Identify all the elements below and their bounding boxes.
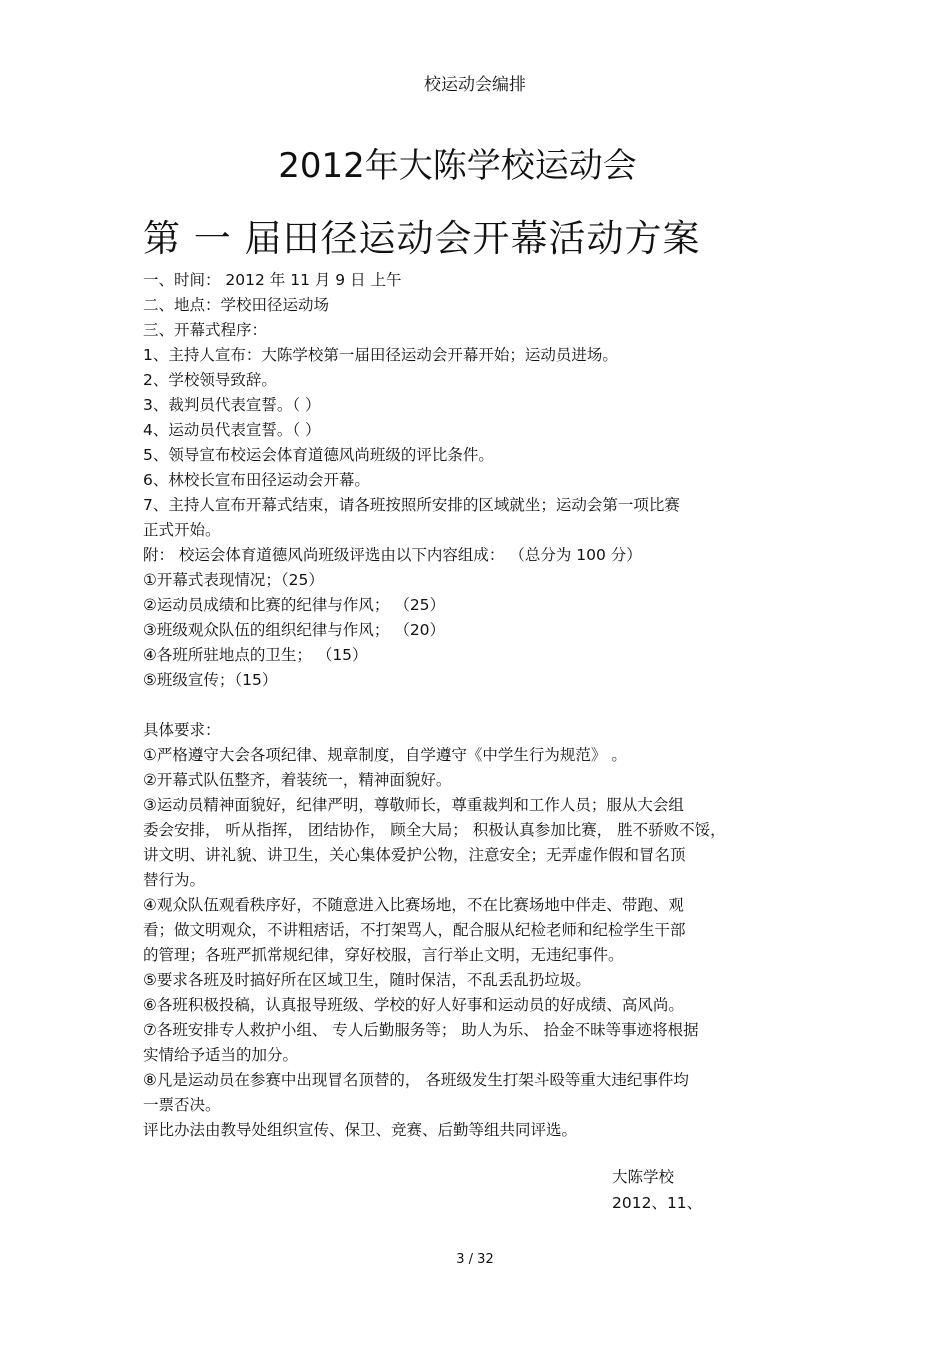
text-line: 一票否决。	[143, 1096, 221, 1114]
text-line: ③班级观众队伍的组织纪律与作风； （20）	[143, 621, 446, 639]
text-line: ①开幕式表现情况；（25）	[143, 571, 324, 589]
text-line: ②运动员成绩和比赛的纪律与作风； （25）	[143, 596, 446, 614]
document-title: 2012年大陈学校运动会	[278, 146, 637, 186]
text-line: 委会安排， 听从指挥， 团结协作， 顾全大局； 积极认真参加比赛， 胜不骄败不馁，	[143, 821, 726, 839]
text-line: ⑧凡是运动员在参赛中出现冒名顶替的， 各班级发生打架斗殴等重大违纪事件均	[143, 1071, 689, 1089]
text-line: 看；做文明观众，不讲粗痞话，不打架骂人，配合服从纪检老师和纪检学生干部	[143, 921, 686, 939]
text-line: 5、领导宣布校运会体育道德风尚班级的评比条件。	[143, 446, 494, 464]
text-line: 4、运动员代表宣誓。（ ）	[143, 421, 321, 439]
text-line: 1、主持人宣布：大陈学校第一届田径运动会开幕开始；运动员进场。	[143, 346, 618, 364]
text-line: 具体要求：	[143, 721, 221, 739]
text-line: ②开幕式队伍整齐，着装统一，精神面貌好。	[143, 771, 452, 789]
text-line: ⑤班级宣传；（15）	[143, 671, 278, 689]
document-subtitle: 第 一 届田径运动会开幕活动方案	[143, 217, 701, 260]
signature-block	[612, 1164, 702, 1216]
text-line: 3、裁判员代表宣誓。（ ）	[143, 396, 321, 414]
text-line: 附： 校运会体育道德风尚班级评选由以下内容组成： （总分为 100 分）	[143, 546, 642, 564]
text-line: 的管理；各班严抓常规纪律，穿好校服，言行举止文明，无违纪事件。	[143, 946, 624, 964]
text-line: ④观众队伍观看秩序好，不随意进入比赛场地，不在比赛场地中伴走、带跑、观	[143, 896, 684, 914]
text-line: ①严格遵守大会各项纪律、规章制度，自学遵守《中学生行为规范》 。	[143, 746, 627, 764]
text-line: ⑦各班安排专人救护小组、 专人后勤服务等； 助人为乐、 拾金不昧等事迹将根据	[143, 1021, 699, 1039]
text-line: 评比办法由教导处组织宣传、保卫、竞赛、后勤等组共同评选。	[143, 1121, 578, 1139]
text-line: 二、地点：学校田径运动场	[143, 296, 330, 314]
text-line: ⑥各班积极投稿，认真报导班级、学校的好人好事和运动员的好成绩、高风尚。	[143, 996, 684, 1014]
text-line: 讲文明、讲礼貌、讲卫生，关心集体爱护公物，注意安全；无弄虚作假和冒名顶	[143, 846, 686, 864]
text-line: 6、林校长宣布田径运动会开幕。	[143, 471, 370, 489]
text-line: ④各班所驻地点的卫生； （15）	[143, 646, 368, 664]
page-header: 校运动会编排	[424, 75, 526, 95]
document-body	[143, 268, 823, 1143]
signature-org: 大陈学校	[612, 1168, 675, 1186]
text-line: 2、学校领导致辞。	[143, 371, 277, 389]
text-line: ③运动员精神面貌好，纪律严明，尊敬师长，尊重裁判和工作人员；服从大会组	[143, 796, 684, 814]
signature-date: 2012、11、	[612, 1194, 703, 1212]
text-line: 正式开始。	[143, 521, 221, 539]
text-line: 7、主持人宣布开幕式结束，请各班按照所安排的区域就坐；运动会第一项比赛	[143, 496, 680, 514]
text-line: 替行为。	[143, 871, 206, 889]
text-line: 三、开幕式程序：	[143, 321, 268, 339]
text-line	[143, 693, 823, 718]
text-line: 实情给予适当的加分。	[143, 1046, 299, 1064]
text-line: ⑤要求各班及时搞好所在区域卫生，随时保洁，不乱丢乱扔垃圾。	[143, 971, 591, 989]
text-line: 一、时间： 2012 年 11 月 9 日 上午	[143, 271, 402, 289]
page-number: 3 / 32	[456, 1252, 494, 1267]
